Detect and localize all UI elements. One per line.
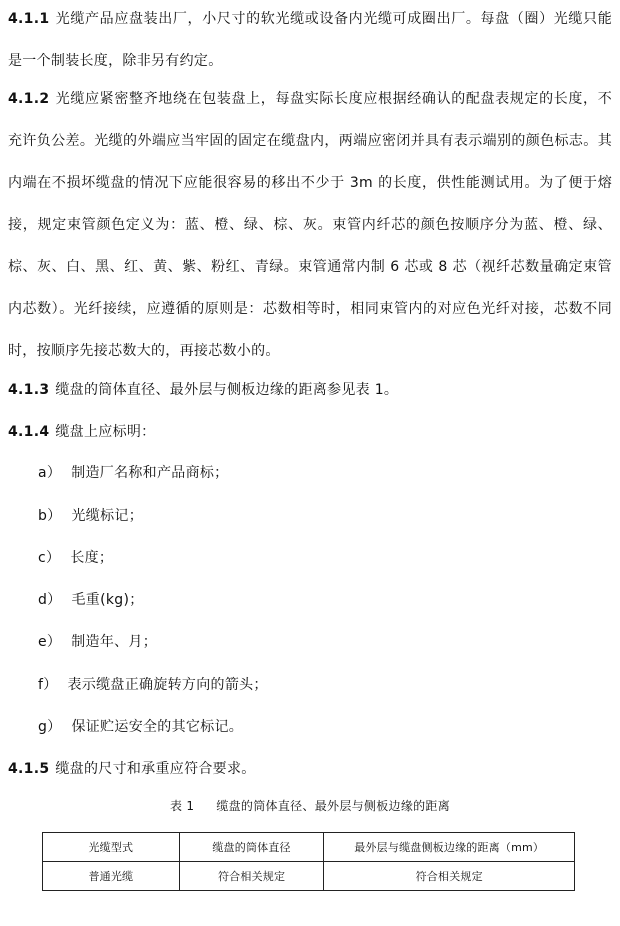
clause-4-1-3: [8, 369, 612, 411]
clause-4-1-2: [8, 78, 612, 372]
clause-4-1-5: [8, 748, 612, 790]
table-caption: [0, 797, 620, 815]
table-header-row: [43, 833, 575, 862]
list-item: [38, 548, 113, 568]
list-text: 毛重(kg)；: [71, 592, 144, 608]
clause-text: 缆盘的尺寸和承重应符合要求。: [55, 761, 256, 777]
list-marker: a）: [38, 465, 62, 481]
table-cell: 普通光缆: [43, 862, 180, 891]
list-item: [38, 675, 268, 695]
clause-number: 4.1.4: [8, 424, 50, 440]
clause-number: 4.1.2: [8, 91, 50, 107]
list-text: 制造厂名称和产品商标；: [71, 465, 229, 481]
list-item: [38, 506, 143, 526]
list-marker: b）: [38, 508, 62, 524]
table-row: [43, 862, 575, 891]
clause-number: 4.1.3: [8, 382, 50, 398]
clause-number: 4.1.1: [8, 11, 50, 27]
list-marker: c）: [38, 550, 61, 566]
list-text: 制造年、月；: [71, 634, 158, 650]
table-cell: 符合相关规定: [179, 862, 324, 891]
list-marker: e）: [38, 634, 62, 650]
table-caption-title: 缆盘的筒体直径、最外层与侧板边缘的距离: [216, 799, 451, 813]
list-marker: f）: [38, 677, 58, 693]
list-text: 表示缆盘正确旋转方向的箭头；: [67, 677, 268, 693]
clause-number: 4.1.5: [8, 761, 50, 777]
clause-4-1-4: [8, 411, 612, 453]
table-caption-number: 表 1: [169, 799, 195, 813]
cable-reel-table: [42, 832, 575, 891]
clause-text: 光缆应紧密整齐地绕在包装盘上，每盘实际长度应根据经确认的配盘表规定的长度，不充许负公差。光缆的外端应当牢固的固定在缆盘内，两端应密闭并具有表示端别的颜色标志。其内端在不损坏缆盘的情况下应能很容易的移出不少于 3m 的长度，供性能测试用。为了便于熔接，规定束管颜色定义为：蓝、橙、绿、棕、灰。束管内纤芯的颜色按顺序分为蓝、橙、绿、棕、灰、白、黑、红、黄、紫、粉红、青绿。束管通常内制 6 芯或 8 芯（视纤芯数量确定束管内芯数）。光纤接续，应遵循的原则是：芯数相等时，相同束管内的对应色光纤对接，芯数不同时，按顺序先接芯数大的，再接芯数小的。: [8, 91, 612, 359]
list-marker: g）: [38, 719, 62, 735]
list-item: [38, 632, 157, 652]
table-cell: 符合相关规定: [324, 862, 575, 891]
clause-text: 光缆产品应盘装出厂，小尺寸的软光缆或设备内光缆可成圈出厂。每盘（圈）光缆只能是一个制装长度，除非另有约定。: [8, 11, 612, 69]
list-item: [38, 463, 229, 483]
list-marker: d）: [38, 592, 62, 608]
table-header-cell: 最外层与缆盘侧板边缘的距离（mm）: [324, 833, 575, 862]
list-text: 长度；: [70, 550, 114, 566]
clause-text: 缆盘的筒体直径、最外层与侧板边缘的距离参见表 1。: [55, 382, 399, 398]
clause-text: 缆盘上应标明：: [55, 424, 156, 440]
list-text: 光缆标记；: [71, 508, 143, 524]
list-item: [38, 717, 243, 737]
table-header-cell: 光缆型式: [43, 833, 180, 862]
list-item: [38, 590, 144, 610]
list-text: 保证贮运安全的其它标记。: [71, 719, 244, 735]
table-header-cell: 缆盘的筒体直径: [179, 833, 324, 862]
clause-4-1-1: [8, 0, 612, 82]
